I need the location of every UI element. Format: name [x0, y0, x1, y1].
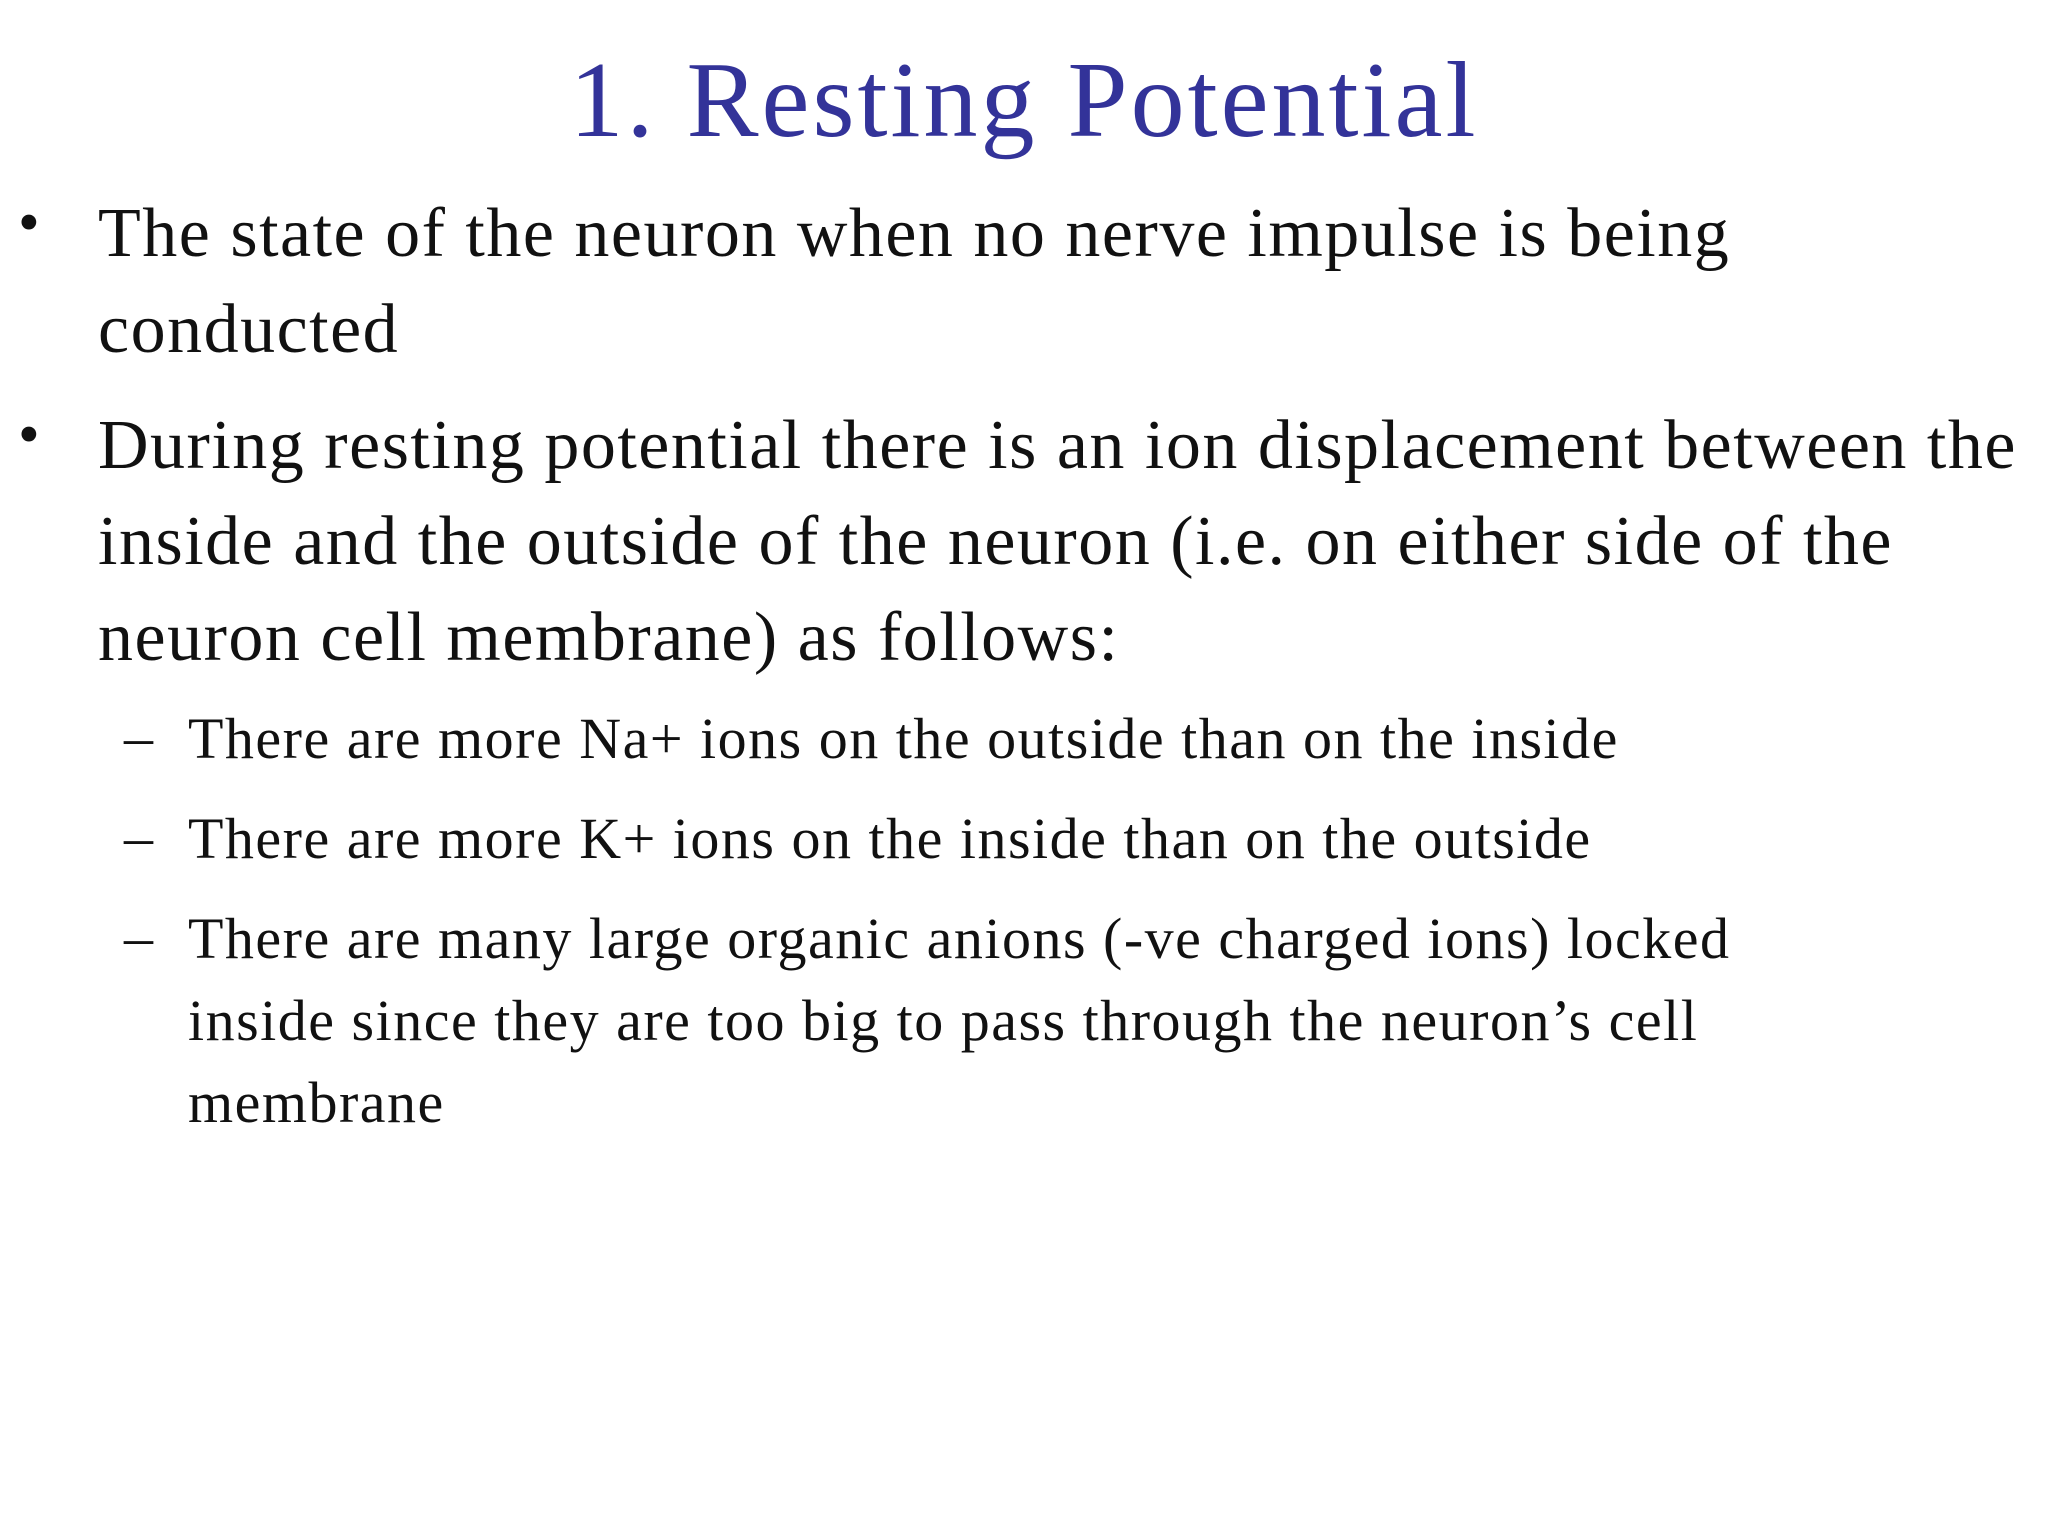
sub-bullet-marker: – [124, 704, 153, 769]
bullet-marker: • [18, 401, 40, 469]
bullet-marker: • [18, 189, 40, 257]
slide-title: 1. Resting Potential [569, 41, 1479, 160]
sub-bullet-marker: – [124, 904, 153, 969]
sub-bullet-text: There are many large organic anions (-ve charged ions) locked inside since they are too big to pass through the neuron’s cell membrane [188, 906, 1731, 1135]
sub-bullet-text: There are more K+ ions on the inside than on the outside [188, 806, 1592, 871]
sub-bullet-marker: – [124, 804, 153, 869]
bullet-text: The state of the neuron when no nerve impulse is being conducted [98, 195, 1731, 368]
sub-bullet-text: There are more Na+ ions on the outside than on the inside [188, 706, 1619, 771]
bullet-text: During resting potential there is an ion displacement between the inside and the outside of the neuron (i.e. on either side of the neuron cell membrane) as follows: [98, 407, 2017, 676]
